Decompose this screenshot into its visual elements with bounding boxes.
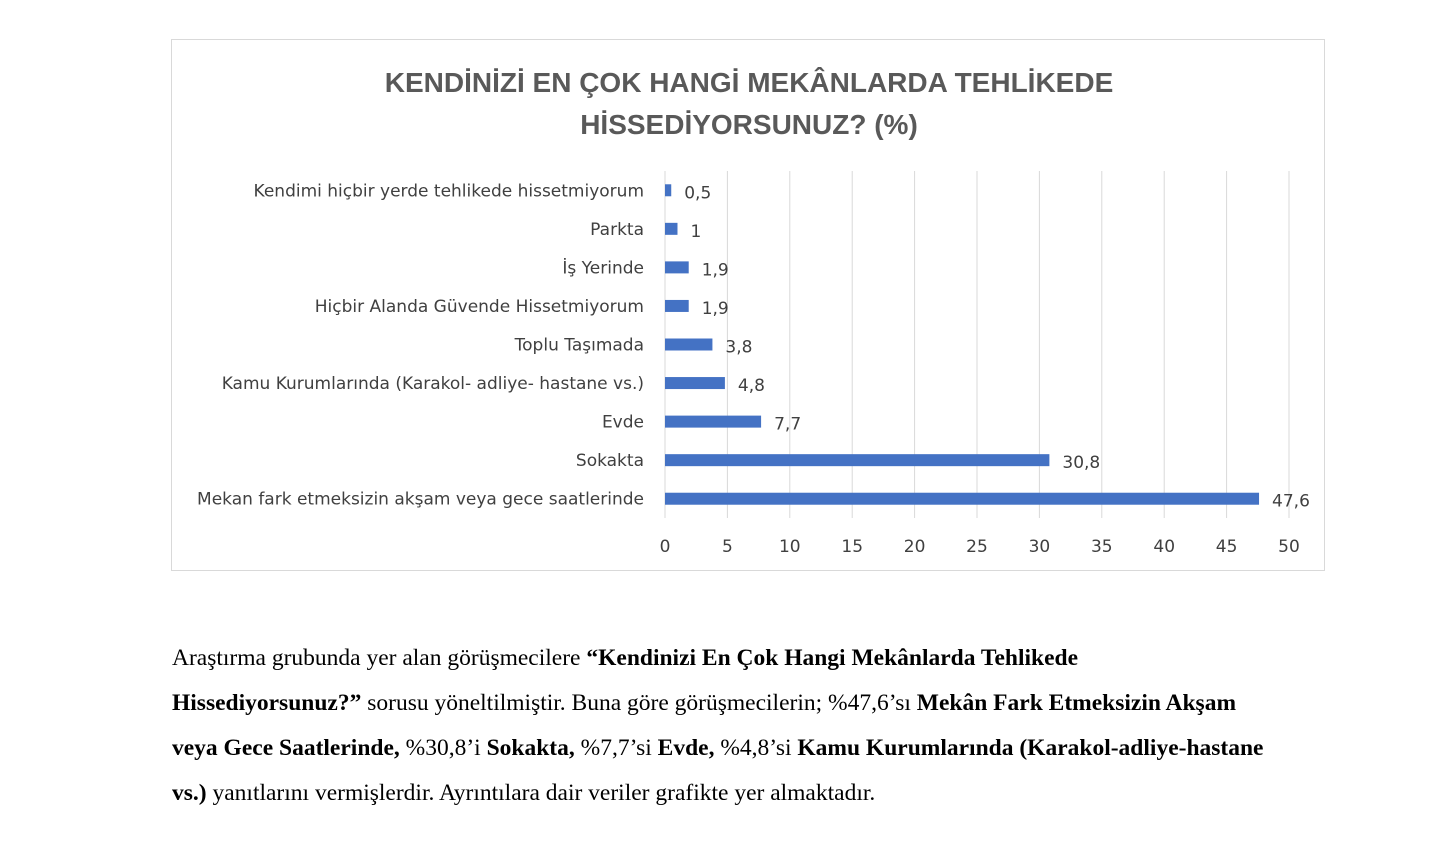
chart-frame (171, 39, 1325, 571)
category-label: Mekan fark etmeksizin akşam veya gece saatlerinde (197, 489, 644, 510)
paragraph-segment: yanıtlarını vermişlerdir. Ayrıntılara dair veriler grafikte yer almaktadır. (206, 780, 876, 806)
x-tick-label: 15 (841, 537, 864, 557)
bar (665, 493, 1259, 505)
category-label: İş Yerinde (562, 258, 644, 279)
paragraph-bold-segment: Kamu Kurumlarında (Karakol-adliye-hastane vs.) (172, 735, 1264, 806)
data-label: 47,6 (1272, 491, 1310, 512)
paragraph-bold-segment: Mekân Fark Etmeksizin Akşam veya Gece Saatlerinde, (172, 690, 1237, 761)
category-label: Kamu Kurumlarında (Karakol- adliye- hastane vs.) (221, 374, 644, 395)
data-label: 3,8 (725, 337, 753, 358)
data-label: 0,5 (684, 183, 712, 204)
chart-title-line-2: HİSSEDİYORSUNUZ? (%) (580, 109, 918, 140)
data-label: 4,8 (737, 376, 765, 397)
paragraph-segment: %7,7’si (574, 735, 658, 761)
x-tick-label: 5 (721, 537, 733, 557)
data-label: 1 (690, 221, 702, 242)
category-label: Toplu Taşımada (514, 335, 644, 356)
bar (665, 416, 761, 428)
category-labels (197, 181, 644, 509)
bar (665, 454, 1049, 466)
paragraph-segment: Araştırma grubunda yer alan görüşmecilere (172, 645, 587, 671)
bar (665, 377, 725, 389)
x-tick-label: 20 (903, 537, 926, 557)
x-tick-label: 10 (778, 537, 801, 557)
x-tick-label: 40 (1153, 537, 1176, 557)
paragraph-segment: sorusu yöneltilmiştir. Buna göre görüşmecilerin; %47,6’sı (361, 690, 917, 716)
category-label: Parkta (590, 219, 644, 240)
bars (665, 184, 1259, 504)
category-label: Evde (601, 412, 644, 433)
category-label: Kendimi hiçbir yerde tehlikede hissetmiyorum (253, 181, 644, 202)
data-label: 7,7 (774, 414, 802, 435)
x-axis-tick-labels (660, 537, 1300, 557)
paragraph-bold-segment: Sokakta, (486, 735, 575, 761)
bar-chart (172, 40, 1324, 570)
x-tick-label: 25 (966, 537, 988, 557)
x-tick-label: 0 (659, 537, 671, 557)
bar (665, 300, 689, 312)
data-label: 1,9 (701, 260, 729, 281)
chart-title-line-1: KENDİNİZİ EN ÇOK HANGİ MEKÂNLARDA TEHLİKEDE (384, 67, 1114, 98)
bar (665, 223, 677, 235)
category-label: Sokakta (575, 451, 644, 472)
bar (665, 261, 689, 273)
bar (665, 339, 712, 351)
x-tick-label: 30 (1028, 537, 1051, 557)
data-label: 1,9 (701, 298, 729, 319)
x-tick-label: 50 (1278, 537, 1300, 557)
x-tick-label: 35 (1090, 537, 1113, 557)
x-tick-label: 45 (1215, 537, 1238, 557)
category-label: Hiçbir Alanda Güvende Hissetmiyorum (314, 296, 644, 317)
paragraph-bold-segment: Evde, (657, 735, 715, 761)
data-label: 30,8 (1062, 453, 1101, 474)
paragraph-segment: %30,8’i (399, 735, 487, 761)
paragraph-bold-segment: “Kendinizi En Çok Hangi Mekânlarda Tehlikede Hissediyorsunuz?” (172, 645, 1079, 716)
description-paragraph (172, 636, 1267, 816)
paragraph-segment: %4,8’si (714, 735, 798, 761)
bar (665, 184, 671, 196)
